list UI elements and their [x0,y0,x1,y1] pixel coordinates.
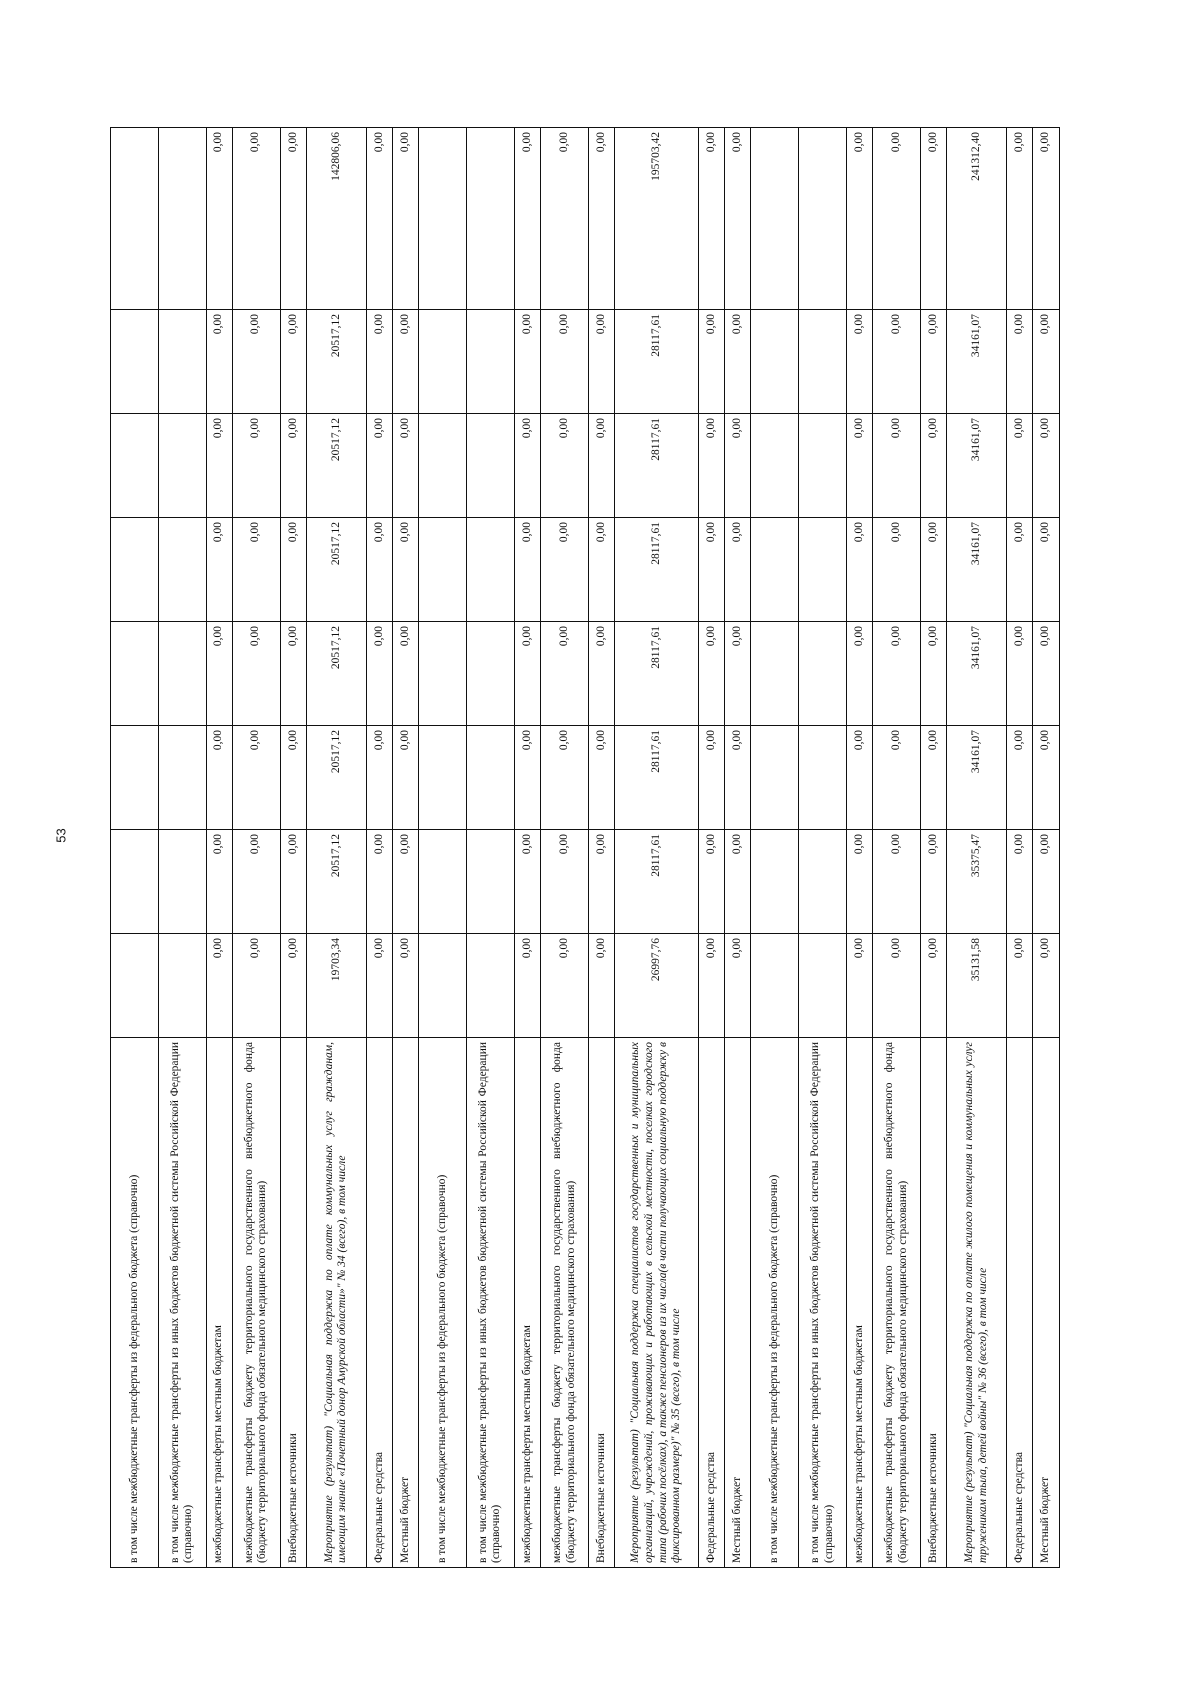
value-cell: 0,00 [698,310,724,414]
value-cell: 28117,61 [615,310,699,414]
value-cell: 0,00 [232,830,280,934]
value-cell: 0,00 [1007,310,1033,414]
row-total-cell: 0,00 [206,128,232,310]
row-total-cell: 195703,42 [615,128,699,310]
value-cell: 0,00 [392,518,418,622]
value-cell: 0,00 [921,622,947,726]
value-cell: 0,00 [232,622,280,726]
value-cell: 0,00 [514,934,540,1038]
value-cell: 0,00 [588,830,614,934]
row-label: Мероприятие (результат) "Социальная поддержка специалистов государственных и муниципальных организаций, учреждений, проживающих и работающих в сельской местности, поселках городского типа (рабочих посёлках), а также пенсионеров из их числа(в части получающих социальную поддержку в фиксированном размере)" № 35 (всего), в том числе [615,1038,699,1568]
value-cell [419,518,467,622]
value-cell: 34161,07 [947,726,1007,830]
value-cell: 0,00 [541,830,589,934]
value-cell: 19703,34 [306,934,366,1038]
table-row [206,128,232,1568]
value-cell: 0,00 [698,414,724,518]
table-row [799,128,847,1568]
value-cell: 0,00 [541,518,589,622]
row-label: в том числе межбюджетные трансферты из иных бюджетов бюджетной системы Российской Федерации (справочно) [799,1038,847,1568]
table-row [419,128,467,1568]
value-cell: 0,00 [725,830,751,934]
value-cell: 0,00 [232,934,280,1038]
value-cell [419,934,467,1038]
table-row [392,128,418,1568]
table-row [514,128,540,1568]
row-total-cell: 0,00 [392,128,418,310]
value-cell: 0,00 [921,414,947,518]
value-cell [158,726,206,830]
row-label: межбюджетные трансферты местным бюджетам [514,1038,540,1568]
row-label: Федеральные средства [1007,1038,1033,1568]
value-cell: 0,00 [1007,726,1033,830]
value-cell: 0,00 [725,414,751,518]
value-cell: 0,00 [392,310,418,414]
value-cell [799,622,847,726]
value-cell: 0,00 [725,726,751,830]
value-cell [111,934,159,1038]
value-cell: 0,00 [698,622,724,726]
value-cell: 0,00 [588,934,614,1038]
row-total-cell: 0,00 [514,128,540,310]
row-label: Внебюджетные источники [280,1038,306,1568]
value-cell [467,518,515,622]
value-cell [799,518,847,622]
row-total-cell: 0,00 [232,128,280,310]
table-row [158,128,206,1568]
value-cell: 0,00 [541,622,589,726]
row-label: межбюджетные трансферты бюджету территориального государственного внебюджетного фонда (бюджету территориального фонда обязательного медицинского страхования) [232,1038,280,1568]
value-cell: 28117,61 [615,726,699,830]
value-cell: 0,00 [206,310,232,414]
value-cell: 0,00 [873,414,921,518]
value-cell: 0,00 [847,934,873,1038]
table-row [111,128,159,1568]
value-cell: 0,00 [280,414,306,518]
row-total-cell [158,128,206,310]
value-cell: 0,00 [873,518,921,622]
value-cell: 0,00 [698,934,724,1038]
value-cell [467,830,515,934]
value-cell [467,310,515,414]
row-total-cell: 0,00 [725,128,751,310]
value-cell: 20517,12 [306,518,366,622]
row-label: межбюджетные трансферты бюджету территориального государственного внебюджетного фонда (бюджету территориального фонда обязательного медицинского страхования) [541,1038,589,1568]
value-cell [751,726,799,830]
value-cell: 0,00 [1007,518,1033,622]
value-cell: 0,00 [725,310,751,414]
value-cell: 0,00 [1033,310,1060,414]
value-cell: 0,00 [280,726,306,830]
value-cell: 0,00 [1007,830,1033,934]
row-label: в том числе межбюджетные трансферты из федерального бюджета (справочно) [111,1038,159,1568]
value-cell [751,518,799,622]
row-total-cell: 0,00 [1033,128,1060,310]
value-cell: 0,00 [514,310,540,414]
value-cell: 0,00 [873,622,921,726]
value-cell: 0,00 [847,726,873,830]
value-cell: 0,00 [873,310,921,414]
value-cell: 0,00 [921,830,947,934]
value-cell: 34161,07 [947,414,1007,518]
row-total-cell: 241312,40 [947,128,1007,310]
value-cell: 0,00 [366,830,392,934]
value-cell: 0,00 [588,622,614,726]
value-cell: 0,00 [725,622,751,726]
value-cell: 0,00 [280,830,306,934]
value-cell: 0,00 [392,622,418,726]
value-cell: 0,00 [1007,622,1033,726]
value-cell: 0,00 [847,518,873,622]
value-cell: 28117,61 [615,414,699,518]
value-cell [751,830,799,934]
row-label: межбюджетные трансферты бюджету территориального государственного внебюджетного фонда (бюджету территориального фонда обязательного медицинского страхования) [873,1038,921,1568]
table-row [306,128,366,1568]
value-cell: 0,00 [206,622,232,726]
row-label: Местный бюджет [1033,1038,1060,1568]
value-cell: 0,00 [232,414,280,518]
table-row [280,128,306,1568]
budget-table [110,127,1060,1568]
value-cell: 0,00 [873,830,921,934]
value-cell [158,934,206,1038]
table-row [1007,128,1033,1568]
row-total-cell: 0,00 [921,128,947,310]
value-cell [419,310,467,414]
value-cell: 35131,58 [947,934,1007,1038]
value-cell [158,518,206,622]
row-label: Федеральные средства [698,1038,724,1568]
value-cell: 0,00 [232,310,280,414]
value-cell: 0,00 [588,518,614,622]
table-row [947,128,1007,1568]
value-cell: 0,00 [698,518,724,622]
value-cell: 0,00 [392,934,418,1038]
row-total-cell: 0,00 [366,128,392,310]
value-cell: 0,00 [921,934,947,1038]
value-cell: 0,00 [1033,518,1060,622]
table-row [751,128,799,1568]
row-total-cell: 0,00 [280,128,306,310]
value-cell: 20517,12 [306,622,366,726]
value-cell: 0,00 [392,726,418,830]
value-cell [158,310,206,414]
value-cell: 0,00 [1033,414,1060,518]
value-cell: 0,00 [232,726,280,830]
row-total-cell [467,128,515,310]
value-cell: 0,00 [873,726,921,830]
value-cell: 0,00 [698,726,724,830]
row-total-cell: 0,00 [588,128,614,310]
table-row [467,128,515,1568]
value-cell [111,726,159,830]
value-cell [467,726,515,830]
row-label: Местный бюджет [725,1038,751,1568]
value-cell: 0,00 [588,726,614,830]
table-row [725,128,751,1568]
value-cell: 0,00 [206,830,232,934]
value-cell: 0,00 [392,414,418,518]
value-cell: 34161,07 [947,518,1007,622]
value-cell [158,414,206,518]
value-cell: 0,00 [921,726,947,830]
row-label: в том числе межбюджетные трансферты из федерального бюджета (справочно) [751,1038,799,1568]
value-cell [751,414,799,518]
row-total-cell [799,128,847,310]
value-cell [111,830,159,934]
value-cell: 0,00 [1007,934,1033,1038]
budget-table-body [111,128,1060,1568]
value-cell: 0,00 [206,518,232,622]
value-cell: 0,00 [847,414,873,518]
row-total-cell: 0,00 [541,128,589,310]
value-cell: 0,00 [847,622,873,726]
value-cell: 0,00 [541,414,589,518]
value-cell: 0,00 [514,622,540,726]
value-cell: 0,00 [232,518,280,622]
value-cell: 0,00 [514,726,540,830]
value-cell: 0,00 [847,310,873,414]
value-cell [111,622,159,726]
value-cell: 0,00 [366,622,392,726]
row-label: Местный бюджет [392,1038,418,1568]
value-cell: 0,00 [1007,414,1033,518]
value-cell [419,830,467,934]
value-cell: 0,00 [725,518,751,622]
value-cell: 0,00 [698,830,724,934]
value-cell: 0,00 [280,310,306,414]
value-cell [751,622,799,726]
value-cell: 0,00 [1033,622,1060,726]
value-cell: 0,00 [588,310,614,414]
value-cell: 0,00 [873,934,921,1038]
value-cell [751,310,799,414]
value-cell: 0,00 [921,310,947,414]
value-cell: 0,00 [206,414,232,518]
value-cell: 28117,61 [615,622,699,726]
value-cell: 28117,61 [615,518,699,622]
value-cell [419,726,467,830]
value-cell [467,934,515,1038]
value-cell: 20517,12 [306,726,366,830]
table-row [588,128,614,1568]
value-cell [111,518,159,622]
row-total-cell: 0,00 [1007,128,1033,310]
value-cell [467,622,515,726]
value-cell: 20517,12 [306,414,366,518]
table-row [873,128,921,1568]
value-cell: 0,00 [366,518,392,622]
table-row [232,128,280,1568]
value-cell [799,726,847,830]
table-row [921,128,947,1568]
row-label: в том числе межбюджетные трансферты из иных бюджетов бюджетной системы Российской Федерации (справочно) [467,1038,515,1568]
row-label: Мероприятие (результат) "Социальная поддержка по оплате жилого помещения и коммунальных услуг труженикам тыла, детей войны" № 36 (всего), в том числе [947,1038,1007,1568]
value-cell [799,934,847,1038]
row-label: в том числе межбюджетные трансферты из федерального бюджета (справочно) [419,1038,467,1568]
value-cell [419,414,467,518]
table-row [847,128,873,1568]
row-total-cell [751,128,799,310]
value-cell [419,622,467,726]
value-cell: 35375,47 [947,830,1007,934]
value-cell: 20517,12 [306,310,366,414]
value-cell: 0,00 [392,830,418,934]
table-row [541,128,589,1568]
value-cell [799,310,847,414]
row-total-cell: 0,00 [847,128,873,310]
value-cell: 0,00 [280,622,306,726]
table-row [698,128,724,1568]
table-row [1033,128,1060,1568]
value-cell: 0,00 [847,830,873,934]
value-cell: 0,00 [1033,934,1060,1038]
value-cell: 28117,61 [615,830,699,934]
row-label: межбюджетные трансферты местным бюджетам [847,1038,873,1568]
row-label: межбюджетные трансферты местным бюджетам [206,1038,232,1568]
value-cell [111,310,159,414]
value-cell: 0,00 [280,518,306,622]
value-cell: 0,00 [280,934,306,1038]
value-cell: 20517,12 [306,830,366,934]
value-cell: 0,00 [366,310,392,414]
row-label: Мероприятие (результат) "Социальная поддержка по оплате коммунальных услуг гражданам, имеющим знание «Почетный донор Амурской области»" № 34 (всего), в том числе [306,1038,366,1568]
row-total-cell [111,128,159,310]
value-cell: 0,00 [921,518,947,622]
value-cell: 0,00 [514,414,540,518]
row-label: Федеральные средства [366,1038,392,1568]
value-cell [751,934,799,1038]
value-cell: 0,00 [206,934,232,1038]
row-total-cell: 0,00 [698,128,724,310]
value-cell: 26997,76 [615,934,699,1038]
value-cell: 34161,07 [947,622,1007,726]
value-cell: 0,00 [725,934,751,1038]
value-cell [111,414,159,518]
row-total-cell: 142806,06 [306,128,366,310]
value-cell [467,414,515,518]
value-cell: 0,00 [1033,726,1060,830]
row-total-cell: 0,00 [873,128,921,310]
row-total-cell [419,128,467,310]
row-label: в том числе межбюджетные трансферты из иных бюджетов бюджетной системы Российской Федерации (справочно) [158,1038,206,1568]
value-cell: 0,00 [1033,830,1060,934]
value-cell: 0,00 [514,830,540,934]
row-label: Внебюджетные источники [588,1038,614,1568]
value-cell [799,830,847,934]
table-row [615,128,699,1568]
value-cell: 0,00 [541,726,589,830]
table-row [366,128,392,1568]
value-cell: 0,00 [541,310,589,414]
value-cell: 0,00 [541,934,589,1038]
value-cell [799,414,847,518]
page-number: 53 [53,828,69,843]
value-cell [158,830,206,934]
rotated-page-content [110,128,1060,1568]
row-label: Внебюджетные источники [921,1038,947,1568]
value-cell [158,622,206,726]
value-cell: 0,00 [366,726,392,830]
value-cell: 0,00 [366,414,392,518]
value-cell: 34161,07 [947,310,1007,414]
value-cell: 0,00 [588,414,614,518]
value-cell: 0,00 [514,518,540,622]
value-cell: 0,00 [206,726,232,830]
value-cell: 0,00 [366,934,392,1038]
